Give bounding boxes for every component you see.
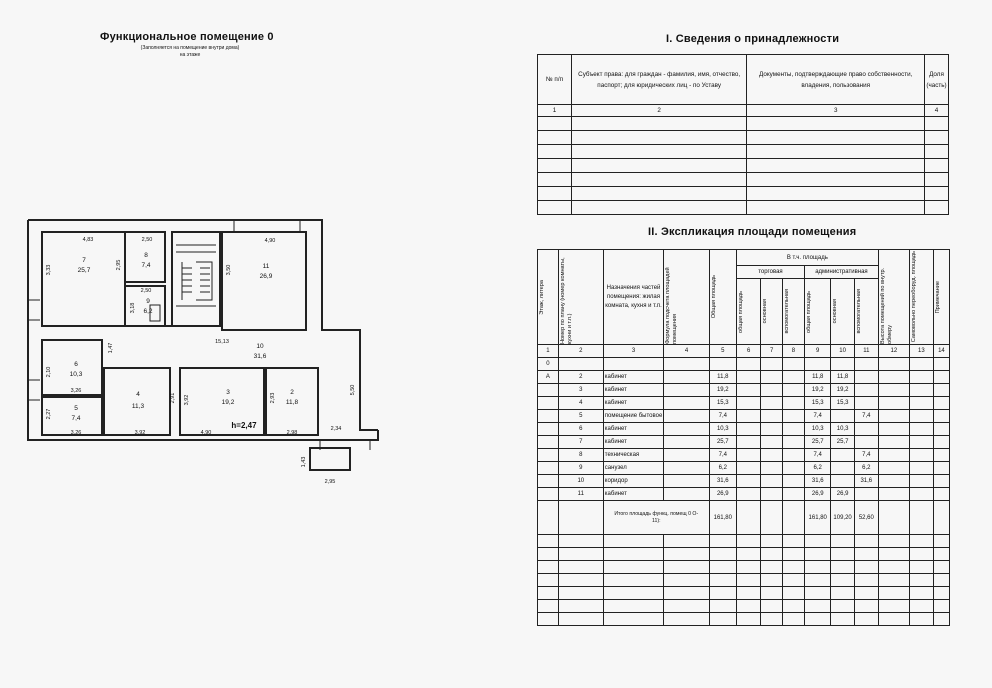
header-cell: № п/п bbox=[538, 55, 572, 105]
formula-cell bbox=[664, 384, 709, 397]
table-row bbox=[538, 475, 950, 488]
dimension-label: 4,90 bbox=[264, 238, 276, 244]
litera-cell bbox=[538, 488, 559, 501]
unauthorized-cell bbox=[909, 475, 933, 488]
trade-main-cell bbox=[761, 384, 782, 397]
header-cell: Общая площадь bbox=[709, 250, 736, 345]
admin-main-cell: 19,2 bbox=[831, 384, 854, 397]
room-no-label: 6 bbox=[74, 361, 78, 368]
admin-aux-cell: 6,2 bbox=[854, 462, 878, 475]
table-cell bbox=[924, 145, 948, 159]
table-cell bbox=[571, 173, 747, 187]
trade-total-cell bbox=[736, 436, 761, 449]
table-cell bbox=[747, 201, 925, 215]
admin-total-cell: 6,2 bbox=[805, 462, 831, 475]
unauthorized-cell bbox=[909, 449, 933, 462]
litera-cell bbox=[538, 384, 559, 397]
table-cell bbox=[924, 201, 948, 215]
header-cell: Доля (часть) bbox=[924, 55, 948, 105]
table-cell bbox=[747, 159, 925, 173]
litera-cell: А bbox=[538, 371, 559, 384]
table-row bbox=[538, 449, 950, 462]
floor-plan-subtitle: (Заполняется на помещение внутри дома) bbox=[140, 45, 240, 51]
formula-cell bbox=[664, 462, 709, 475]
admin-total-cell: 7,4 bbox=[805, 410, 831, 423]
totals-main: 109,20 bbox=[831, 501, 854, 535]
dimension-label: 2,98 bbox=[286, 430, 298, 436]
table-cell bbox=[747, 145, 925, 159]
table-cell bbox=[571, 145, 747, 159]
trade-aux-cell bbox=[782, 488, 804, 501]
note-cell bbox=[933, 462, 949, 475]
table-row bbox=[538, 397, 950, 410]
trade-aux-cell bbox=[782, 462, 804, 475]
room-no-label: 8 bbox=[144, 252, 148, 259]
totals-aux: 52,60 bbox=[854, 501, 878, 535]
room-name-cell: кабинет bbox=[603, 423, 663, 436]
admin-aux-cell: 31,6 bbox=[854, 475, 878, 488]
section-1-title: I. Сведения о принадлежности bbox=[666, 33, 840, 45]
room-name-cell: техническая bbox=[603, 449, 663, 462]
trade-total-cell bbox=[736, 410, 761, 423]
trade-total-cell bbox=[736, 488, 761, 501]
admin-aux-cell: 7,4 bbox=[854, 410, 878, 423]
height-cell bbox=[878, 449, 909, 462]
table-row bbox=[538, 436, 950, 449]
note-cell bbox=[933, 475, 949, 488]
column-number: 6 bbox=[736, 345, 761, 358]
note-cell bbox=[933, 449, 949, 462]
height-cell bbox=[878, 410, 909, 423]
height-cell bbox=[878, 397, 909, 410]
trade-total-cell bbox=[736, 384, 761, 397]
height-cell bbox=[878, 371, 909, 384]
room-no-label: 10 bbox=[256, 343, 264, 350]
room-area-label: 26,9 bbox=[259, 273, 273, 280]
total-area-cell: 7,4 bbox=[709, 449, 736, 462]
litera-cell bbox=[538, 436, 559, 449]
dimension-label: 3,26 bbox=[70, 430, 82, 436]
floor-cell: 0 bbox=[538, 358, 559, 371]
trade-aux-cell bbox=[782, 449, 804, 462]
header-cell: вспомогательная bbox=[782, 279, 804, 345]
dimension-label: 1,43 bbox=[301, 456, 307, 468]
table-cell bbox=[924, 117, 948, 131]
room-area-label: 31,6 bbox=[253, 353, 267, 360]
dimension-label: 4,90 bbox=[200, 430, 212, 436]
table-cell bbox=[747, 131, 925, 145]
header-cell: общая площадь bbox=[736, 279, 761, 345]
admin-main-cell bbox=[831, 462, 854, 475]
admin-main-cell bbox=[831, 410, 854, 423]
column-number: 7 bbox=[761, 345, 782, 358]
table-cell bbox=[538, 117, 572, 131]
table-row bbox=[538, 462, 950, 475]
admin-total-cell: 19,2 bbox=[805, 384, 831, 397]
column-number: 3 bbox=[603, 345, 663, 358]
room-no-label: 5 bbox=[74, 405, 78, 412]
admin-aux-cell bbox=[854, 397, 878, 410]
column-number: 1 bbox=[538, 345, 559, 358]
table-cell bbox=[538, 131, 572, 145]
floor-plan-title: Функциональное помещение 0 bbox=[100, 31, 274, 43]
admin-main-cell: 25,7 bbox=[831, 436, 854, 449]
litera-cell bbox=[538, 397, 559, 410]
trade-main-cell bbox=[761, 371, 782, 384]
header-cell: Высота помещений по внутр. обмеру bbox=[878, 250, 909, 345]
room-no-cell: 10 bbox=[558, 475, 603, 488]
trade-total-cell bbox=[736, 462, 761, 475]
note-cell bbox=[933, 488, 949, 501]
header-group: административная bbox=[805, 266, 879, 279]
column-number: 3 bbox=[747, 105, 925, 117]
dimension-label: 4,83 bbox=[82, 237, 94, 243]
header-cell: Формула подсчета площадей помещения bbox=[664, 250, 709, 345]
table-cell bbox=[571, 159, 747, 173]
header-cell: Самовольно переоборуд. площадь bbox=[909, 250, 933, 345]
room-area-label: 19,2 bbox=[221, 399, 235, 406]
room-area-label: 11,3 bbox=[131, 403, 145, 410]
dimension-label: 2,50 bbox=[141, 237, 153, 243]
header-cell: общая площадь bbox=[805, 279, 831, 345]
litera-cell bbox=[538, 475, 559, 488]
floor-plan-subtitle-2: на этаже bbox=[179, 52, 201, 58]
admin-total-cell: 25,7 bbox=[805, 436, 831, 449]
dimension-label: 2,34 bbox=[330, 426, 342, 432]
room-no-cell: 11 bbox=[558, 488, 603, 501]
unauthorized-cell bbox=[909, 384, 933, 397]
column-number: 11 bbox=[854, 345, 878, 358]
room-name-cell: санузел bbox=[603, 462, 663, 475]
total-area-cell: 31,6 bbox=[709, 475, 736, 488]
room-no-label: 2 bbox=[290, 389, 294, 396]
room-area-label: 25,7 bbox=[77, 267, 91, 274]
room-name-cell: кабинет bbox=[603, 371, 663, 384]
dimension-label: 2,93 bbox=[270, 392, 276, 404]
dimension-label: 3,92 bbox=[184, 394, 190, 406]
dimension-label: 2,27 bbox=[46, 408, 52, 420]
header-group: В т.ч. площадь bbox=[736, 250, 878, 266]
trade-main-cell bbox=[761, 475, 782, 488]
formula-cell bbox=[664, 475, 709, 488]
total-area-cell: 19,2 bbox=[709, 384, 736, 397]
column-number: 12 bbox=[878, 345, 909, 358]
room-name-cell: помещение бытовое bbox=[603, 410, 663, 423]
dimension-label: 3,92 bbox=[134, 430, 146, 436]
ownership-table bbox=[537, 54, 949, 215]
column-number: 9 bbox=[805, 345, 831, 358]
room-no-label: 9 bbox=[146, 298, 150, 305]
totals-total: 161,80 bbox=[709, 501, 736, 535]
admin-aux-cell bbox=[854, 436, 878, 449]
trade-aux-cell bbox=[782, 475, 804, 488]
total-area-cell: 11,8 bbox=[709, 371, 736, 384]
trade-main-cell bbox=[761, 397, 782, 410]
table-row bbox=[538, 384, 950, 397]
dimension-label: 2,95 bbox=[324, 479, 336, 485]
column-number: 13 bbox=[909, 345, 933, 358]
admin-total-cell: 11,8 bbox=[805, 371, 831, 384]
table-cell bbox=[571, 187, 747, 201]
column-number: 4 bbox=[664, 345, 709, 358]
admin-total-cell: 26,9 bbox=[805, 488, 831, 501]
note-cell bbox=[933, 436, 949, 449]
table-row bbox=[538, 371, 950, 384]
header-cell: Этаж, литера bbox=[538, 250, 559, 345]
dimension-label: 3,26 bbox=[70, 388, 82, 394]
header-cell: Документы, подтверждающие право собственности, владения, пользования bbox=[747, 55, 925, 105]
table-cell bbox=[571, 117, 747, 131]
room-no-label: 3 bbox=[226, 389, 230, 396]
admin-aux-cell bbox=[854, 371, 878, 384]
formula-cell bbox=[664, 423, 709, 436]
room-name-cell: кабинет bbox=[603, 436, 663, 449]
area-explication-table bbox=[537, 249, 950, 626]
dimension-label: 2,95 bbox=[116, 259, 122, 271]
dimension-label: 5,50 bbox=[350, 384, 356, 396]
trade-total-cell bbox=[736, 449, 761, 462]
total-area-cell: 7,4 bbox=[709, 410, 736, 423]
formula-cell bbox=[664, 488, 709, 501]
room-no-cell: 3 bbox=[558, 384, 603, 397]
trade-aux-cell bbox=[782, 410, 804, 423]
unauthorized-cell bbox=[909, 436, 933, 449]
table-cell bbox=[747, 117, 925, 131]
unauthorized-cell bbox=[909, 488, 933, 501]
header-cell: Назначения частей помещения: жилая комната, кухня и т.п. bbox=[603, 250, 663, 345]
dimension-label: 2,50 bbox=[140, 288, 152, 294]
litera-cell bbox=[538, 462, 559, 475]
table-row bbox=[538, 423, 950, 436]
admin-main-cell: 11,8 bbox=[831, 371, 854, 384]
litera-cell bbox=[538, 410, 559, 423]
dimension-label: 3,18 bbox=[130, 302, 136, 314]
unauthorized-cell bbox=[909, 397, 933, 410]
table-cell bbox=[571, 201, 747, 215]
room-name-cell: коридор bbox=[603, 475, 663, 488]
room-name-cell: кабинет bbox=[603, 488, 663, 501]
admin-total-cell: 7,4 bbox=[805, 449, 831, 462]
room-no-cell: 6 bbox=[558, 423, 603, 436]
table-cell bbox=[924, 131, 948, 145]
trade-total-cell bbox=[736, 397, 761, 410]
trade-main-cell bbox=[761, 436, 782, 449]
room-no-cell: 5 bbox=[558, 410, 603, 423]
table-cell bbox=[538, 145, 572, 159]
column-number: 2 bbox=[558, 345, 603, 358]
formula-cell bbox=[664, 397, 709, 410]
table-cell bbox=[571, 131, 747, 145]
room-area-label: 11,8 bbox=[285, 399, 299, 406]
trade-main-cell bbox=[761, 410, 782, 423]
unauthorized-cell bbox=[909, 371, 933, 384]
room-no-cell: 2 bbox=[558, 371, 603, 384]
total-area-cell: 26,9 bbox=[709, 488, 736, 501]
room-no-label: 4 bbox=[136, 391, 140, 398]
admin-total-cell: 31,6 bbox=[805, 475, 831, 488]
admin-aux-cell bbox=[854, 488, 878, 501]
column-number: 4 bbox=[924, 105, 948, 117]
trade-aux-cell bbox=[782, 397, 804, 410]
trade-total-cell bbox=[736, 371, 761, 384]
trade-main-cell bbox=[761, 462, 782, 475]
totals-row bbox=[538, 501, 950, 535]
total-area-cell: 6,2 bbox=[709, 462, 736, 475]
column-number: 1 bbox=[538, 105, 572, 117]
header-cell: вспомогательная bbox=[854, 279, 878, 345]
dimension-label: 15,13 bbox=[215, 339, 229, 345]
header-cell: Номер по плану (номер комнаты, кухни и т.п.) bbox=[558, 250, 603, 345]
formula-cell bbox=[664, 436, 709, 449]
admin-main-cell: 15,3 bbox=[831, 397, 854, 410]
litera-cell bbox=[538, 423, 559, 436]
room-area-label: 10,3 bbox=[69, 371, 83, 378]
table-cell bbox=[538, 201, 572, 215]
header-cell: основная bbox=[761, 279, 782, 345]
room-no-label: 7 bbox=[82, 257, 86, 264]
admin-aux-cell: 7,4 bbox=[854, 449, 878, 462]
header-cell: Примечание bbox=[933, 250, 949, 345]
dimension-label: 3,50 bbox=[226, 264, 232, 276]
admin-aux-cell bbox=[854, 423, 878, 436]
room-no-cell: 7 bbox=[558, 436, 603, 449]
room-name-cell: кабинет bbox=[603, 397, 663, 410]
table-row bbox=[538, 358, 950, 371]
ceiling-height-label: h=2,47 bbox=[231, 421, 257, 430]
height-cell bbox=[878, 488, 909, 501]
column-number: 5 bbox=[709, 345, 736, 358]
height-cell bbox=[878, 436, 909, 449]
dimension-label: 2,91 bbox=[170, 392, 176, 404]
table-row bbox=[538, 410, 950, 423]
unauthorized-cell bbox=[909, 462, 933, 475]
height-cell bbox=[878, 475, 909, 488]
column-number: 10 bbox=[831, 345, 854, 358]
note-cell bbox=[933, 371, 949, 384]
room-no-cell: 9 bbox=[558, 462, 603, 475]
room-name-cell: кабинет bbox=[603, 384, 663, 397]
formula-cell bbox=[664, 371, 709, 384]
room-no-label: 11 bbox=[262, 263, 270, 270]
admin-main-cell: 26,9 bbox=[831, 488, 854, 501]
header-cell: Субъект права: для граждан - фамилия, имя, отчество, паспорт; для юридических лиц - по Уставу bbox=[571, 55, 747, 105]
total-area-cell: 10,3 bbox=[709, 423, 736, 436]
table-cell bbox=[538, 187, 572, 201]
dimension-label: 1,47 bbox=[108, 342, 114, 354]
column-number: 8 bbox=[782, 345, 804, 358]
litera-cell bbox=[538, 449, 559, 462]
height-cell bbox=[878, 384, 909, 397]
note-cell bbox=[933, 410, 949, 423]
admin-total-cell: 10,3 bbox=[805, 423, 831, 436]
trade-main-cell bbox=[761, 423, 782, 436]
total-area-cell: 25,7 bbox=[709, 436, 736, 449]
table-cell bbox=[747, 187, 925, 201]
admin-main-cell bbox=[831, 475, 854, 488]
unauthorized-cell bbox=[909, 423, 933, 436]
height-cell bbox=[878, 462, 909, 475]
table-row bbox=[538, 488, 950, 501]
height-cell bbox=[878, 423, 909, 436]
dimension-label: 2,10 bbox=[46, 366, 52, 378]
room-no-cell: 4 bbox=[558, 397, 603, 410]
totals-label: Итого площадь функц. помещ 0 О- 11): bbox=[603, 501, 709, 535]
admin-aux-cell bbox=[854, 384, 878, 397]
admin-total-cell: 15,3 bbox=[805, 397, 831, 410]
trade-aux-cell bbox=[782, 371, 804, 384]
table-cell bbox=[924, 173, 948, 187]
trade-aux-cell bbox=[782, 423, 804, 436]
room-no-cell: 8 bbox=[558, 449, 603, 462]
trade-total-cell bbox=[736, 423, 761, 436]
column-number: 2 bbox=[571, 105, 747, 117]
total-area-cell: 15,3 bbox=[709, 397, 736, 410]
trade-aux-cell bbox=[782, 384, 804, 397]
table-cell bbox=[924, 187, 948, 201]
admin-main-cell: 10,3 bbox=[831, 423, 854, 436]
header-group: торговая bbox=[736, 266, 804, 279]
room-area-label: 6,2 bbox=[143, 308, 153, 315]
note-cell bbox=[933, 384, 949, 397]
section-2-title: II. Экспликация площади помещения bbox=[648, 226, 857, 238]
table-cell bbox=[747, 173, 925, 187]
header-cell: основная bbox=[831, 279, 854, 345]
totals-admin: 161,80 bbox=[805, 501, 831, 535]
note-cell bbox=[933, 423, 949, 436]
formula-cell bbox=[664, 410, 709, 423]
column-number: 14 bbox=[933, 345, 949, 358]
note-cell bbox=[933, 397, 949, 410]
trade-main-cell bbox=[761, 449, 782, 462]
room-area-label: 7,4 bbox=[71, 415, 81, 422]
formula-cell bbox=[664, 449, 709, 462]
admin-main-cell bbox=[831, 449, 854, 462]
table-cell bbox=[538, 173, 572, 187]
unauthorized-cell bbox=[909, 410, 933, 423]
dimension-label: 3,33 bbox=[46, 264, 52, 276]
trade-total-cell bbox=[736, 475, 761, 488]
trade-main-cell bbox=[761, 488, 782, 501]
table-cell bbox=[538, 159, 572, 173]
trade-aux-cell bbox=[782, 436, 804, 449]
table-cell bbox=[924, 159, 948, 173]
room-area-label: 7,4 bbox=[141, 262, 151, 269]
